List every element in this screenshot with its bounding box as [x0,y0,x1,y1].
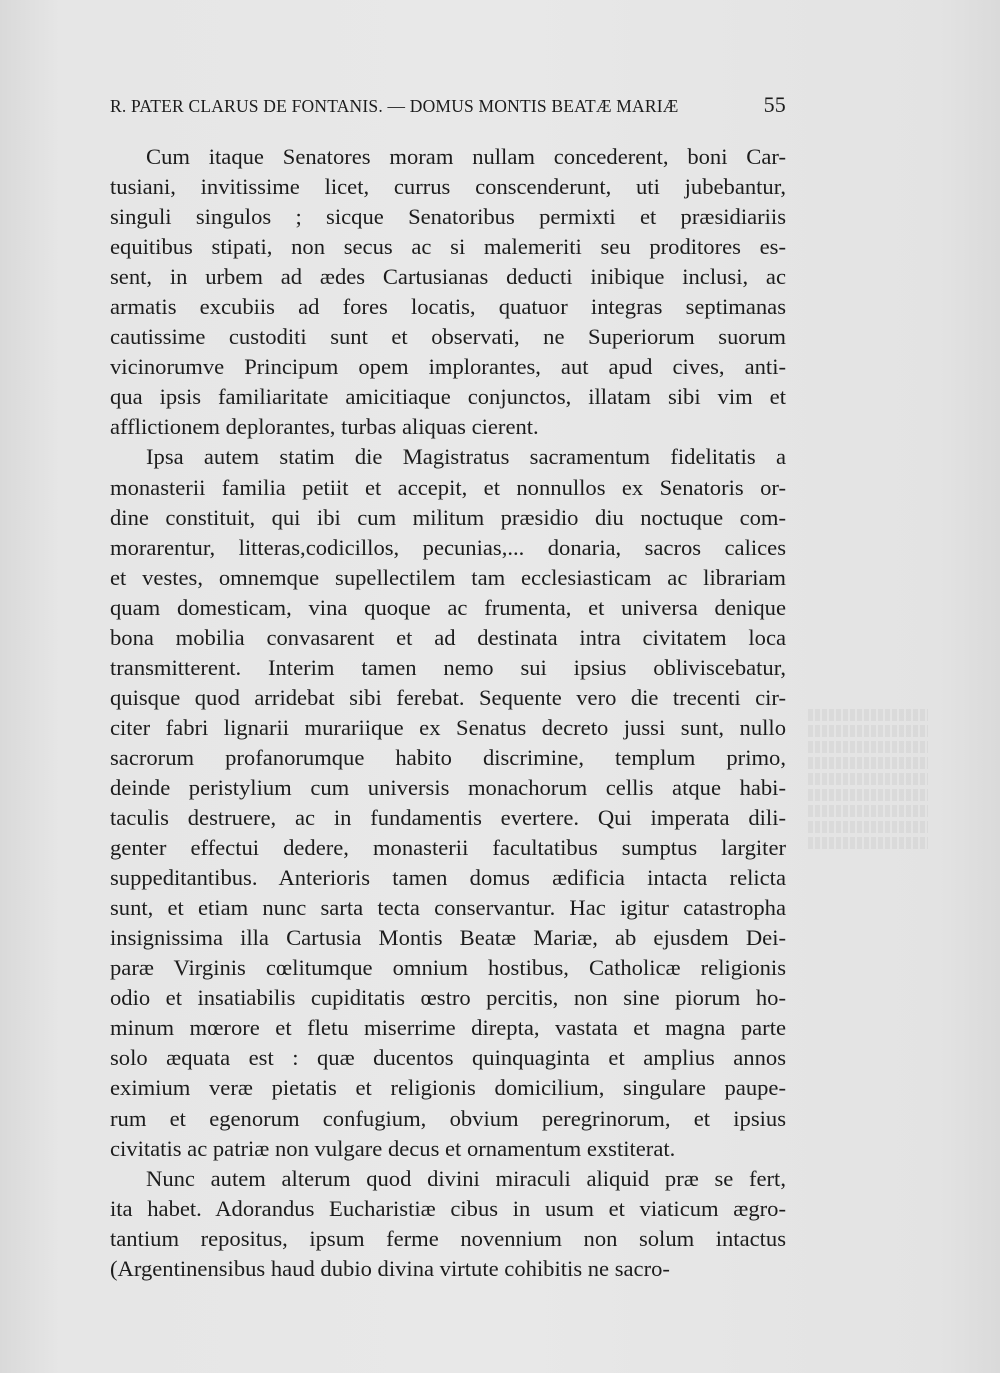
text-line: Ipsa autem statim die Magistratus sacramentum fidelitatis a [146,444,786,470]
text-line: singuli singulos ; sicque Senatoribus permixti et præsidiariis [110,204,786,230]
text-line: insignissima illa Cartusia Montis Beatæ Mariæ, ab ejusdem Dei- [110,925,786,951]
text-line: morarentur, litteras,codicillos, pecunias,... donaria, sacros calices [110,534,786,560]
text-line: vicinorumve Principum opem implorantes, aut apud cives, anti- [110,354,786,380]
text-line: Cum itaque Senatores moram nullam concederent, boni Car- [146,144,786,169]
bleed-through-marginalia [808,706,928,866]
text-line: transmitterent. Interim tamen nemo sui ipsius obliviscebatur, [110,654,786,680]
paragraph [110,1164,786,1284]
text-line: solo æquata est : quæ ducentos quinquaginta et amplius annos [110,1045,786,1071]
running-title: R. PATER CLARUS DE FONTANIS. — DOMUS MONTIS BEATÆ MARIÆ [110,96,679,116]
text-line: afflictionem deplorantes, turbas aliquas cierent. [110,414,539,440]
text-line: citer fabri lignarii murariique ex Senatus decreto jussi sunt, nullo [110,714,786,740]
text-line: qua ipsis familiaritate amicitiaque conjunctos, illatam sibi vim et [110,384,786,410]
text-line: sunt, et etiam nunc sarta tecta conservantur. Hac igitur catastropha [110,895,786,921]
text-line: ita habet. Adorandus Eucharistiæ cibus in usum et viaticum ægro- [110,1195,786,1221]
text-line: monasterii familia petiit et accepit, et nonnullos ex Senatoris or- [110,474,786,500]
text-line: sacrorum profanorumque habito discrimine, templum primo, [110,744,786,770]
page-number: 55 [763,92,786,117]
running-header [110,92,786,122]
text-line: Nunc autem alterum quod divini miraculi aliquid præ se fert, [146,1165,786,1191]
text-line: bona mobilia convasarent et ad destinata intra civitatem loca [110,624,786,650]
text-line: taculis destruere, ac in fundamentis evertere. Qui imperata dili- [110,805,786,831]
text-line: odio et insatiabilis cupiditatis œstro percitis, non sine piorum ho- [110,985,786,1011]
paragraph [110,442,786,1163]
text-line: tusiani, invitissime licet, currus conscenderunt, uti jubebantur, [110,174,786,200]
text-line: deinde peristylium cum universis monachorum cellis atque habi- [110,774,786,800]
text-line: genter effectui dedere, monasterii facultatibus sumptus largiter [110,835,786,861]
body-text [110,142,786,1284]
text-line: quisque quod arridebat sibi ferebat. Sequente vero die trecenti cir- [110,684,786,710]
text-line: equitibus stipati, non secus ac si malemeriti seu proditores es- [110,234,786,260]
text-line: cautissime custoditi sunt et observati, ne Superiorum suorum [110,324,786,350]
text-line: armatis excubiis ad fores locatis, quatuor integras septimanas [110,294,786,320]
text-line: et vestes, omnemque supellectilem tam ecclesiasticam ac librariam [110,564,786,590]
text-line: tantium repositus, ipsum ferme novennium non solum intactus [110,1225,786,1251]
paragraph [110,142,786,442]
text-line: eximium veræ pietatis et religionis domicilium, singulare paupe- [110,1075,786,1101]
text-line: minum mœrore et fletu miserrime direpta, vastata et magna parte [110,1015,786,1041]
text-line: sent, in urbem ad ædes Cartusianas deducti inibique inclusi, ac [110,264,786,290]
text-line: quam domesticam, vina quoque ac frumenta, et universa denique [110,594,786,620]
text-line: paræ Virginis cœlitumque omnium hostibus, Catholicæ religionis [110,955,786,981]
text-line: (Argentinensibus haud dubio divina virtute cohibitis ne sacro- [110,1255,670,1281]
text-line: civitatis ac patriæ non vulgare decus et ornamentum exstiterat. [110,1135,676,1161]
text-line: dine constituit, qui ibi cum militum præsidio diu noctuque com- [110,504,786,530]
text-line: suppeditantibus. Anterioris tamen domus ædificia intacta relicta [110,865,786,891]
text-line: rum et egenorum confugium, obvium peregrinorum, et ipsius [110,1105,786,1131]
paragraph-container [110,142,786,1284]
